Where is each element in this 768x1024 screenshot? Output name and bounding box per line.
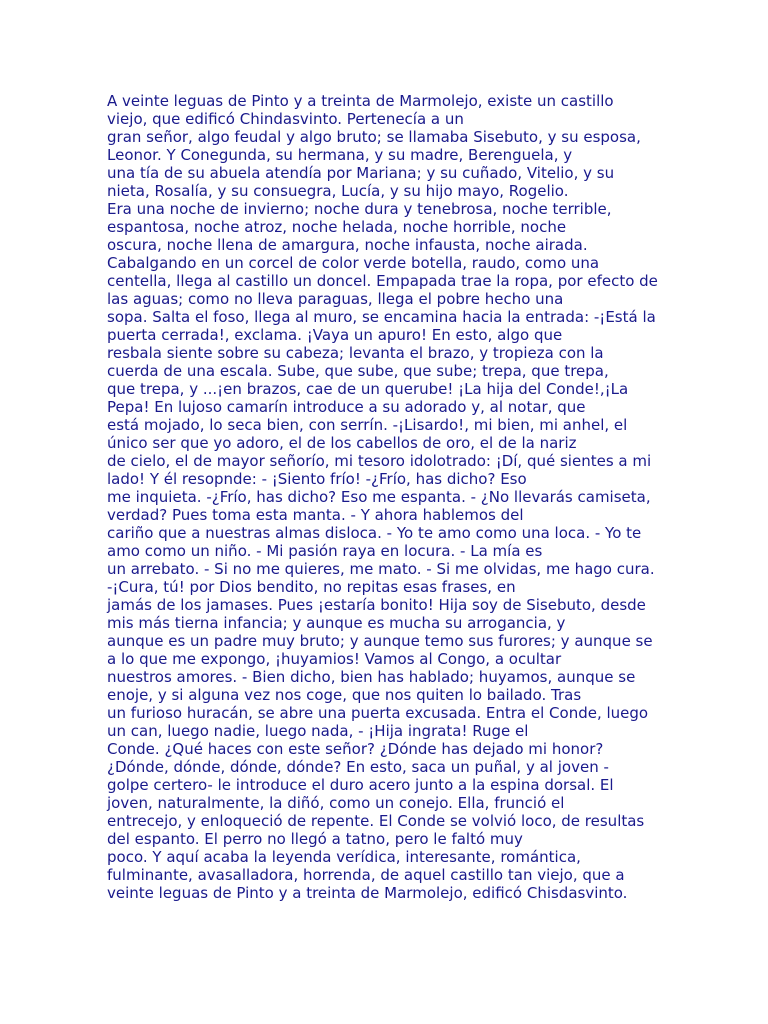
text-line: un arrebato. - Si no me quieres, me mato. - Si me olvidas, me hago cura. xyxy=(107,560,655,578)
text-line: a lo que me expongo, ¡huyamios! Vamos al Congo, a ocultar xyxy=(107,650,562,668)
text-line: me inquieta. -¿Frío, has dicho? Eso me espanta. - ¿No llevarás camiseta, xyxy=(107,488,651,506)
text-line: espantosa, noche atroz, noche helada, noche horrible, noche xyxy=(107,218,567,236)
text-line: de cielo, el de mayor señorío, mi tesoro idolotrado: ¡Dí, qué sientes a mi xyxy=(107,452,652,470)
text-line: Conde. ¿Qué haces con este señor? ¿Dónde has dejado mi honor? xyxy=(107,740,604,758)
text-line: amo como un niño. - Mi pasión raya en locura. - La mía es xyxy=(107,542,543,560)
text-line: lado! Y él resopnde: - ¡Siento frío! -¿Frío, has dicho? Eso xyxy=(107,470,527,488)
text-line: cuerda de una escala. Sube, que sube, que sube; trepa, que trepa, xyxy=(107,362,609,380)
text-line: gran señor, algo feudal y algo bruto; se llamaba Sisebuto, y su esposa, xyxy=(107,128,641,146)
text-line: Leonor. Y Conegunda, su hermana, y su madre, Berenguela, y xyxy=(107,146,573,164)
text-line: A veinte leguas de Pinto y a treinta de Marmolejo, existe un castillo xyxy=(107,92,614,110)
text-line: oscura, noche llena de amargura, noche infausta, noche airada. xyxy=(107,236,588,254)
text-line: cariño que a nuestras almas disloca. - Yo te amo como una loca. - Yo te xyxy=(107,524,642,542)
text-line: las aguas; como no lleva paraguas, llega el pobre hecho una xyxy=(107,290,564,308)
text-line: que trepa, y ...¡en brazos, cae de un querube! ¡La hija del Conde!,¡La xyxy=(107,380,629,398)
text-line: mis más tierna infancia; y aunque es mucha su arrogancia, y xyxy=(107,614,566,632)
text-line: verdad? Pues toma esta manta. - Y ahora hablemos del xyxy=(107,506,524,524)
text-line: nuestros amores. - Bien dicho, bien has hablado; huyamos, aunque se xyxy=(107,668,636,686)
text-line: está mojado, lo seca bien, con serrín. -¡Lisardo!, mi bien, mi anhel, el xyxy=(107,416,628,434)
text-line: -¡Cura, tú! por Dios bendito, no repitas esas frases, en xyxy=(107,578,516,596)
text-line: golpe certero- le introduce el duro acero junto a la espina dorsal. El xyxy=(107,776,614,794)
text-line: enoje, y si alguna vez nos coge, que nos quiten lo bailado. Tras xyxy=(107,686,582,704)
text-line: viejo, que edificó Chindasvinto. Pertenecía a un xyxy=(107,110,464,128)
text-line: joven, naturalmente, la diñó, como un conejo. Ella, frunció el xyxy=(107,794,565,812)
text-line: una tía de su abuela atendía por Mariana; y su cuñado, Vitelio, y su xyxy=(107,164,615,182)
text-line: un can, luego nadie, luego nada, - ¡Hija ingrata! Ruge el xyxy=(107,722,529,740)
story-text xyxy=(107,92,667,902)
text-line: sopa. Salta el foso, llega al muro, se encamina hacia la entrada: -¡Está la xyxy=(107,308,656,326)
text-line: ¿Dónde, dónde, dónde, dónde? En esto, saca un puñal, y al joven - xyxy=(107,758,609,776)
text-line: Cabalgando en un corcel de color verde botella, raudo, como una xyxy=(107,254,600,272)
text-line: del espanto. El perro no llegó a tatno, pero le faltó muy xyxy=(107,830,523,848)
text-line: poco. Y aquí acaba la leyenda verídica, interesante, romántica, xyxy=(107,848,581,866)
text-line: aunque es un padre muy bruto; y aunque temo sus furores; y aunque se xyxy=(107,632,653,650)
text-line: entrecejo, y enloqueció de repente. El Conde se volvió loco, de resultas xyxy=(107,812,645,830)
text-line: jamás de los jamases. Pues ¡estaría bonito! Hija soy de Sisebuto, desde xyxy=(107,596,646,614)
text-line: veinte leguas de Pinto y a treinta de Marmolejo, edificó Chisdasvinto. xyxy=(107,884,628,902)
text-line: un furioso huracán, se abre una puerta excusada. Entra el Conde, luego xyxy=(107,704,649,722)
text-line: puerta cerrada!, exclama. ¡Vaya un apuro! En esto, algo que xyxy=(107,326,563,344)
text-line: único ser que yo adoro, el de los cabellos de oro, el de la nariz xyxy=(107,434,577,452)
text-line: Pepa! En lujoso camarín introduce a su adorado y, al notar, que xyxy=(107,398,586,416)
text-line: centella, llega al castillo un doncel. Empapada trae la ropa, por efecto de xyxy=(107,272,658,290)
text-line: fulminante, avasalladora, horrenda, de aquel castillo tan viejo, que a xyxy=(107,866,625,884)
text-line: nieta, Rosalía, y su consuegra, Lucía, y su hijo mayo, Rogelio. xyxy=(107,182,569,200)
text-line: resbala siente sobre su cabeza; levanta el brazo, y tropieza con la xyxy=(107,344,604,362)
text-line: Era una noche de invierno; noche dura y tenebrosa, noche terrible, xyxy=(107,200,612,218)
